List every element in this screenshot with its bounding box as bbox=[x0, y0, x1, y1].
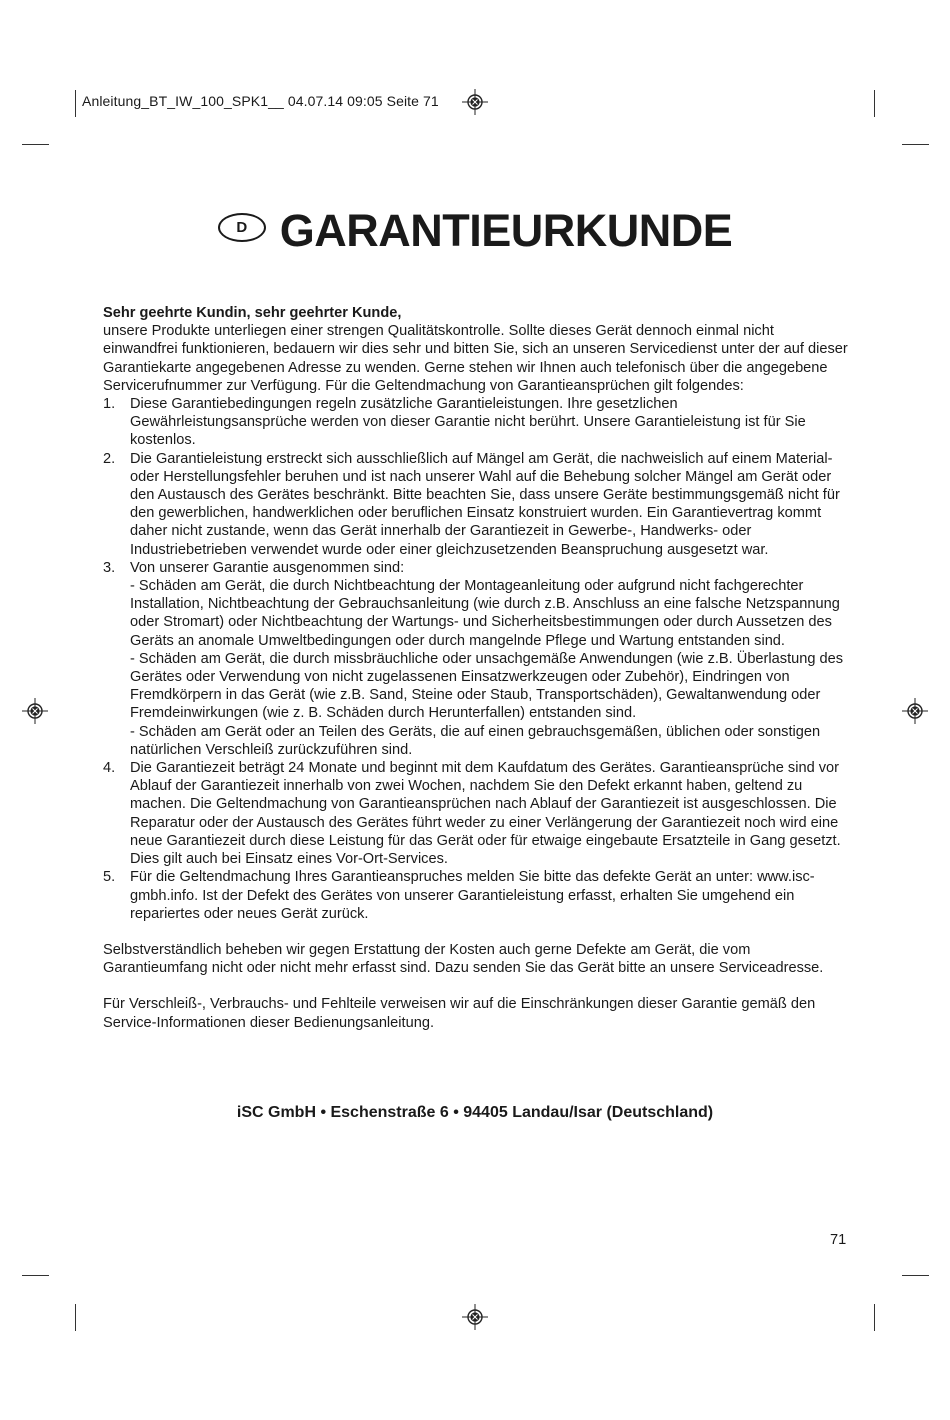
wear-parts-paragraph: Für Verschleiß-, Verbrauchs- und Fehlteile verweisen wir auf die Einschränkungen dieser Garantie gemäß den Service-Informationen dieser Bedienungsanleitung. bbox=[103, 996, 816, 1031]
term-text: Die Garantiezeit beträgt 24 Monate und beginnt mit dem Kaufdatum des Gerätes. Garantieansprüche sind vor Ablauf der Garantiezeit innerhalb von zwei Wochen, nachdem Sie den Defekt erkannt haben, geltend zu machen. Die Geltendmachung von Garantieansprüchen nach Ablauf der Garantiezeit ist ausgeschlossen. Die Reparatur oder der Austausch des Gerätes führt weder zu einer Verlängerung der Garantiezeit noch wird eine neue Garantiezeit durch diese Leistung für das Gerät oder für etwaige eingebaute Ersatzteile in Gang gesetzt. Dies gilt auch bei Einsatz eines Vor-Ort-Services. bbox=[130, 760, 841, 868]
registration-mark-top-icon bbox=[462, 89, 488, 115]
company-address: iSC GmbH • Eschenstraße 6 • 94405 Landau/Isar (Deutschland) bbox=[236, 1104, 714, 1121]
crop-mark-left-upper bbox=[22, 144, 49, 145]
registration-mark-right-icon bbox=[902, 698, 928, 724]
term-number: 4. bbox=[103, 760, 116, 777]
term-exclusion: - Schäden am Gerät, die durch missbräuchliche oder unsachgemäße Anwendungen (wie z.B. Überlastung des Gerätes oder Verwendung von nicht zugelassenen Einsatzwerkzeugen oder Zubehör), Eindringen von Fremdkörpern in das Gerät (wie z.B. Sand, Steine oder Staub, Transportschäden), Gewaltanwendung oder Fremdeinwirkungen (wie z. B. Schäden durch Herunterfallen) entstanden sind. bbox=[130, 650, 844, 722]
term-exclusion: - Schäden am Gerät, die durch Nichtbeachtung der Montageanleitung oder aufgrund nicht fachgerechter Installation, Nichtbeachtung der Gebrauchsanleitung (wie durch z.B. Anschluss an eine falsche Netzspannung oder Stromart) oder Nichtbeachtung der Wartungs- und Sicherheitsbestimmungen oder durch Aussetzen des Geräts an anomale Umweltbedingungen oder durch mangelnde Pflege und Wartung entstanden sind. bbox=[130, 578, 840, 649]
term-item-3 bbox=[103, 559, 848, 759]
crop-mark-bottom-right bbox=[874, 1304, 875, 1331]
costs-paragraph: Selbstverständlich beheben wir gegen Erstattung der Kosten auch gerne Defekte am Gerät, die vom Garantieumfang nicht oder nicht mehr erfasst sind. Dazu senden Sie das Gerät bitte an unsere Serviceadresse. bbox=[103, 941, 824, 977]
term-text: Diese Garantiebedingungen regeln zusätzliche Garantieleistungen. Ihre gesetzlichen Gewährleistungsansprüche werden von dieser Garantie nicht berührt. Unsere Garantieleistung ist für Sie kostenlos. bbox=[130, 396, 806, 449]
crop-mark-top-left bbox=[75, 90, 76, 117]
registration-mark-left-icon bbox=[22, 698, 48, 724]
print-slug: Anleitung_BT_IW_100_SPK1__ 04.07.14 09:05 Seite 71 bbox=[82, 93, 439, 109]
page-number: 71 bbox=[830, 1232, 847, 1248]
terms-list bbox=[103, 395, 848, 923]
term-number: 5. bbox=[103, 869, 116, 886]
page-title: GARANTIEURKUNDE bbox=[279, 205, 733, 256]
intro-paragraph: unsere Produkte unterliegen einer strengen Qualitätskontrolle. Sollte dieses Gerät dennoch einmal nicht einwandfrei funktionieren, bedauern wir dies sehr und bitten Sie, sich an unseren Servicedienst unter der auf dieser Garantiekarte angegebenen Adresse zu wenden. Gerne stehen wir Ihnen auch telefonisch über die angegebene Servicerufnummer zur Verfügung. Für die Geltendmachung von Garantieansprüchen gilt folgendes: bbox=[103, 323, 848, 394]
term-item-5 bbox=[103, 868, 848, 923]
term-number: 3. bbox=[103, 559, 116, 576]
term-text: Von unserer Garantie ausgenommen sind: bbox=[130, 559, 405, 576]
country-badge: D bbox=[218, 213, 266, 242]
term-exclusion: - Schäden am Gerät oder an Teilen des Geräts, die auf einen gebrauchsgemäßen, üblichen oder sonstigen natürlichen Verschleiß zurückzuführen sind. bbox=[130, 723, 821, 758]
registration-mark-bottom-icon bbox=[462, 1304, 488, 1330]
crop-mark-top-right bbox=[874, 90, 875, 117]
term-number: 2. bbox=[103, 450, 116, 467]
term-text: Die Garantieleistung erstreckt sich ausschließlich auf Mängel am Gerät, die nachweislich auf einem Material- oder Herstellungsfehler beruhen und ist nach unserer Wahl auf die Behebung solcher Mängel am Gerät oder den Austausch des Gerätes beschränkt. Bitte beachten Sie, dass unsere Geräte bestimmungsgemäß nicht für den gewerblichen, handwerklichen oder beruflichen Einsatz konstruiert wurden. Ein Garantievertrag kommt daher nicht zustande, wenn das Gerät innerhalb der Garantiezeit in Gewerbe-, Handwerks- oder Industriebetrieben verwendet wurde oder einer gleichzusetzenden Beanspruchung ausgesetzt war. bbox=[130, 450, 840, 558]
warranty-body bbox=[103, 304, 848, 1032]
term-item-2 bbox=[103, 450, 848, 559]
term-text: Für die Geltendmachung Ihres Garantieanspruches melden Sie bitte das defekte Gerät an unter: www.isc-gmbh.info. Ist der Defekt des Gerätes von unserer Garantieleistung erfasst, erhalten Sie umgehend ein repariertes oder neues Gerät zurück. bbox=[130, 869, 815, 922]
greeting: Sehr geehrte Kundin, sehr geehrter Kunde, bbox=[103, 305, 402, 321]
crop-mark-bottom-left bbox=[75, 1304, 76, 1331]
term-number: 1. bbox=[103, 396, 116, 413]
term-item-4 bbox=[103, 759, 848, 868]
crop-mark-left-lower bbox=[22, 1275, 49, 1276]
title-block bbox=[0, 205, 950, 257]
crop-mark-right-upper bbox=[902, 144, 929, 145]
term-item-1 bbox=[103, 395, 848, 450]
crop-mark-right-lower bbox=[902, 1275, 929, 1276]
